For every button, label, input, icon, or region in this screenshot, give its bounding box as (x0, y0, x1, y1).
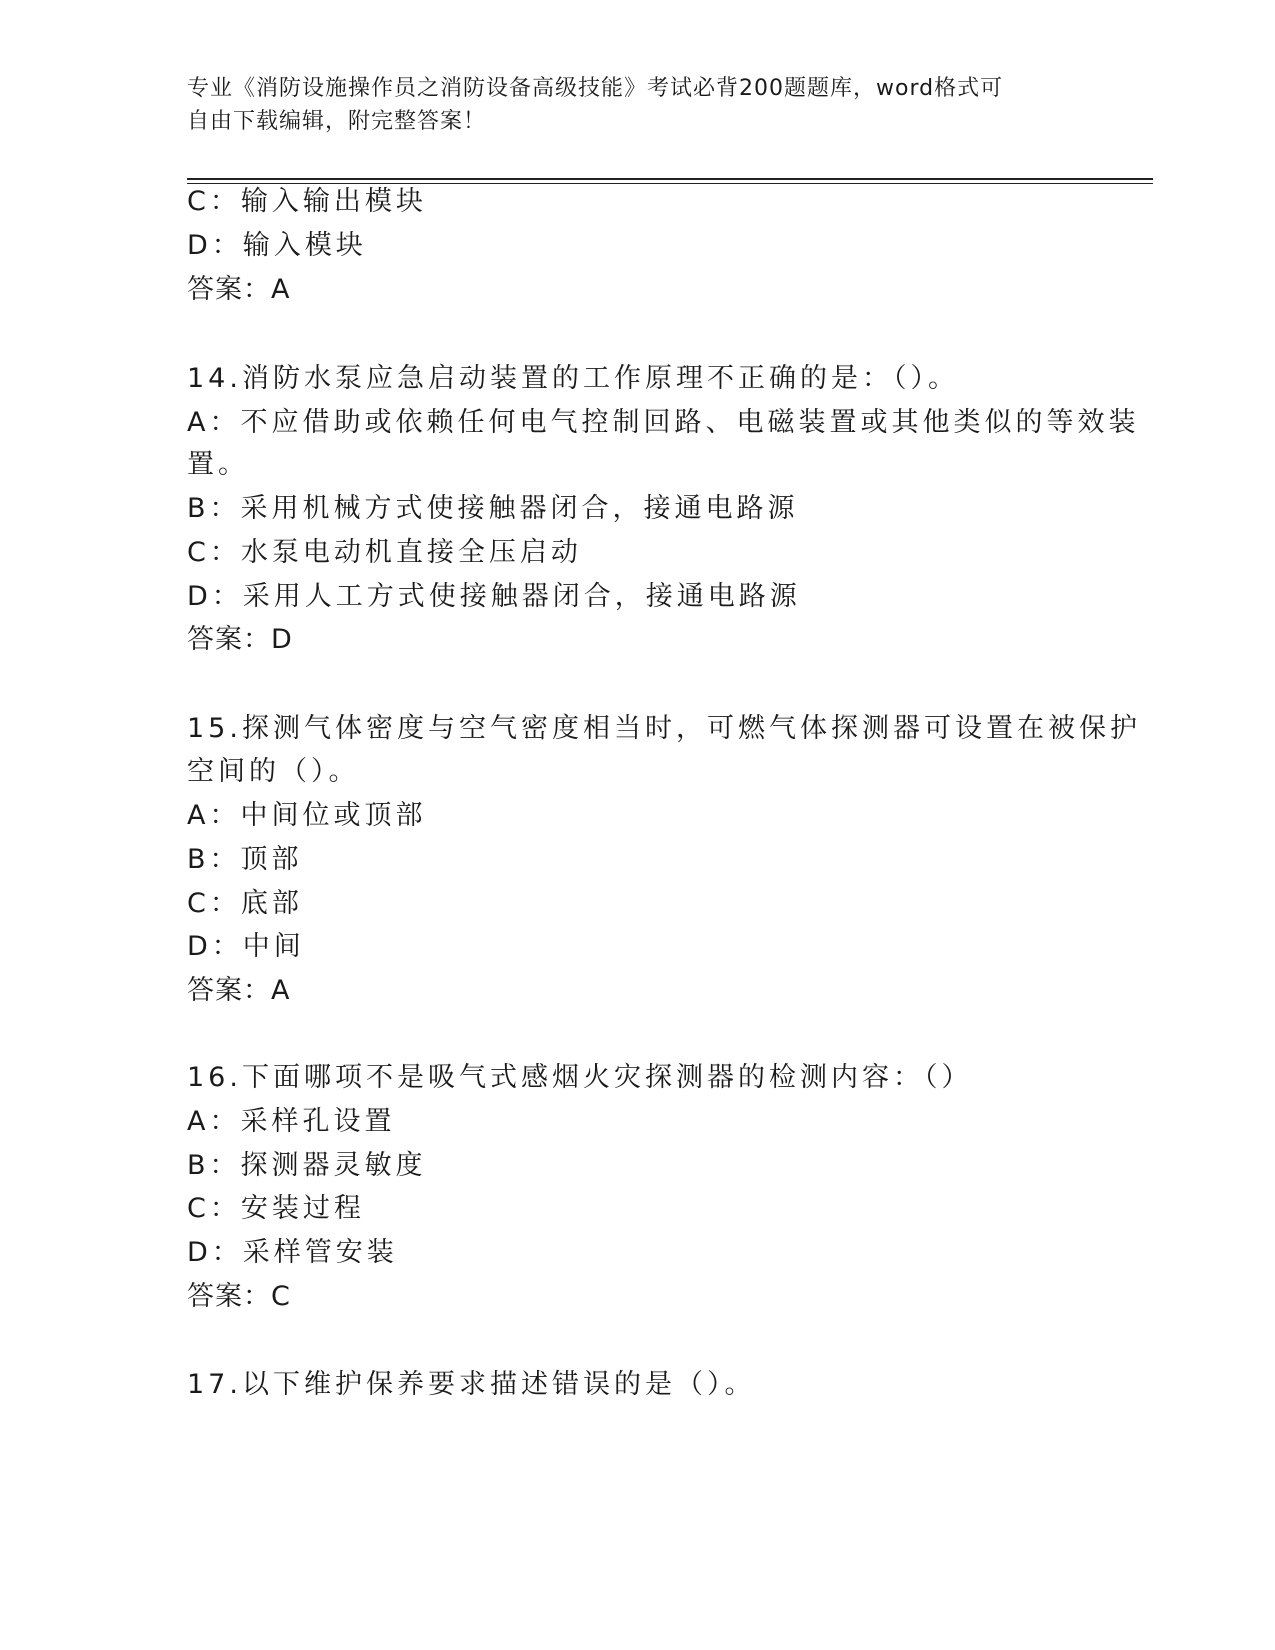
q13-option-d: D：输入模块 (187, 230, 367, 261)
q14-option-a-line-1: A：不应借助或依赖任何电气控制回路、电磁装置或其他类似的等效装 (187, 407, 1140, 438)
header-divider-thick (187, 178, 1153, 180)
header-line-2: 自由下载编辑，附完整答案！ (187, 109, 487, 134)
q16-answer: 答案：C (187, 1281, 291, 1312)
q17-question: 17.以下维护保养要求描述错误的是（）。 (187, 1369, 756, 1400)
q16-option-b: B：探测器灵敏度 (187, 1150, 427, 1181)
q14-option-b: B：采用机械方式使接触器闭合，接通电路源 (187, 493, 799, 524)
q14-answer: 答案：D (187, 624, 293, 655)
q14-option-a-line-2: 置。 (187, 449, 249, 480)
q15-option-a: A：中间位或顶部 (187, 800, 427, 831)
document-header (187, 72, 1087, 138)
q16-option-a: A：采样孔设置 (187, 1106, 396, 1137)
q15-question-line-1: 15.探测气体密度与空气密度相当时，可燃气体探测器可设置在被保护 (187, 713, 1141, 744)
q15-answer: 答案：A (187, 975, 291, 1006)
q16-option-d: D：采样管安装 (187, 1237, 398, 1268)
q15-question-line-2: 空间的（）。 (187, 756, 360, 787)
q13-option-c: C：输入输出模块 (187, 186, 427, 217)
q15-option-b: B：顶部 (187, 844, 303, 875)
header-divider-thin (187, 183, 1153, 184)
header-line-1: 专业《消防设施操作员之消防设备高级技能》考试必背200题题库，word格式可 (187, 76, 1004, 101)
q16-question: 16.下面哪项不是吸气式感烟火灾探测器的检测内容：（） (187, 1062, 973, 1093)
q15-option-c: C：底部 (187, 888, 303, 919)
q13-answer: 答案：A (187, 274, 291, 305)
q14-option-c: C：水泵电动机直接全压启动 (187, 537, 582, 568)
q14-option-d: D：采用人工方式使接触器闭合，接通电路源 (187, 581, 801, 612)
q16-option-c: C：安装过程 (187, 1193, 365, 1224)
q14-question: 14.消防水泵应急启动装置的工作原理不正确的是：（）。 (187, 363, 959, 394)
q15-option-d: D：中间 (187, 931, 305, 962)
